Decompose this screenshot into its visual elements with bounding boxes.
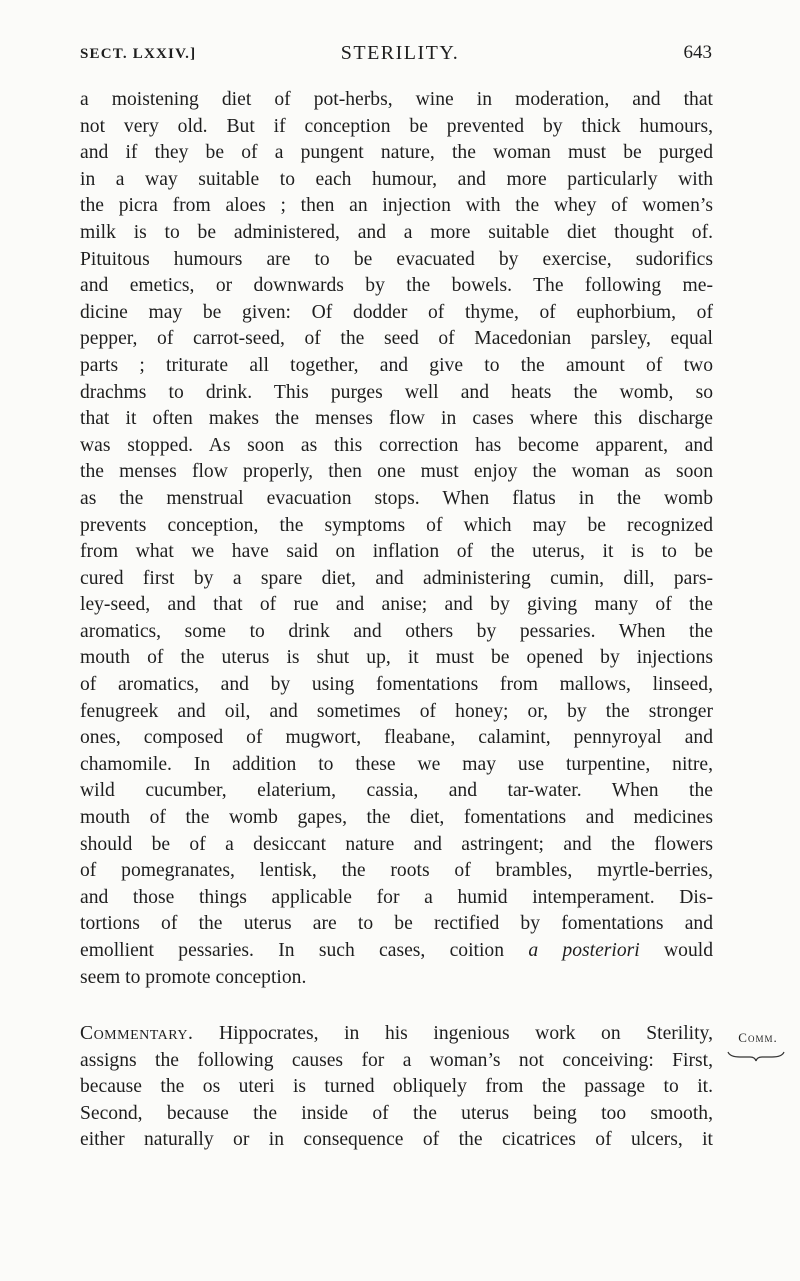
running-head (80, 40, 720, 70)
text-line: because the os uteri is turned obliquely from the passage to it. (80, 1076, 713, 1098)
page-number: 643 (683, 42, 712, 63)
text-line: tortions of the uterus are to be rectified by fomentations and (80, 913, 713, 935)
italic-phrase: a posteriori (528, 940, 640, 961)
text-line: drachms to drink. This purges well and heats the womb, so (80, 381, 713, 403)
text-line: wild cucumber, elaterium, cassia, and tar-water. When the (80, 780, 713, 802)
text-line: of aromatics, and by using fomentations from mallows, linseed, (80, 674, 713, 696)
text-line: as the menstrual evacuation stops. When flatus in the womb (80, 487, 713, 509)
text-line: from what we have said on inflation of the uterus, it is to be (80, 541, 713, 563)
text-line: fenugreek and oil, and sometimes of honey; or, by the stronger (80, 700, 713, 722)
text-line: ley-seed, and that of rue and anise; and by giving many of the (80, 594, 713, 616)
brace-icon (726, 1050, 786, 1062)
text-line-with-italic (80, 938, 713, 965)
text-line: aromatics, some to drink and others by pessaries. When the (80, 620, 713, 642)
text-line: not very old. But if conception be prevented by thick humours, (80, 115, 713, 137)
text-line: either naturally or in consequence of the cicatrices of ulcers, it (80, 1129, 713, 1151)
text-line: Pituitous humours are to be evacuated by exercise, sudorifics (80, 248, 713, 270)
commentary-paragraph (80, 1021, 713, 1154)
text-line: that it often makes the menses flow in cases where this discharge (80, 408, 713, 430)
text-line: mouth of the uterus is shut up, it must be opened by injections (80, 647, 713, 669)
text-line: seem to promote conception. (80, 966, 307, 988)
text-line: in a way suitable to each humour, and more particularly with (80, 168, 713, 190)
margin-note-label: Comm. (738, 1030, 778, 1045)
text-line: the picra from aloes ; then an injection with the whey of women’s (80, 195, 713, 217)
text-line: dicine may be given: Of dodder of thyme, of euphorbium, of (80, 301, 713, 323)
section-reference: SECT. LXXIV.] (80, 46, 197, 62)
text-line: chamomile. In addition to these we may use turpentine, nitre, (80, 753, 713, 775)
text-line: and those things applicable for a humid intemperament. Dis- (80, 886, 713, 908)
text-line: mouth of the womb gapes, the diet, fomentations and medicines (80, 807, 713, 829)
text-line: Second, because the inside of the uterus being too smooth, (80, 1102, 713, 1124)
text-segment: would (664, 940, 713, 961)
text-segment: emollient pessaries. In such cases, coition (80, 940, 505, 961)
text-line: should be of a desiccant nature and astringent; and the flowers (80, 833, 713, 855)
text-line: cured first by a spare diet, and administering cumin, dill, pars- (80, 567, 713, 589)
text-line: milk is to be administered, and a more suitable diet thought of. (80, 221, 713, 243)
text-line: ones, composed of mugwort, fleabane, calamint, pennyroyal and (80, 727, 713, 749)
commentary-label: Commentary. (80, 1023, 194, 1044)
text-line: assigns the following causes for a woman’s not conceiving: First, (80, 1049, 713, 1071)
text-line: prevents conception, the symptoms of which may be recognized (80, 514, 713, 536)
text-line: was stopped. As soon as this correction has become apparent, and (80, 434, 713, 456)
text-line: the menses flow properly, then one must enjoy the woman as soon (80, 461, 713, 483)
text-line: and emetics, or downwards by the bowels. The following me- (80, 275, 713, 297)
text-line: pepper, of carrot-seed, of the seed of Macedonian parsley, equal (80, 328, 713, 350)
main-paragraph (80, 87, 713, 991)
text-line: parts ; triturate all together, and give to the amount of two (80, 354, 713, 376)
text-segment: Hippocrates, in his ingenious work on Sterility, (218, 1023, 713, 1044)
commentary-first-line (80, 1021, 713, 1048)
text-line: and if they be of a pungent nature, the woman must be purged (80, 142, 713, 164)
text-line: a moistening diet of pot-herbs, wine in moderation, and that (80, 89, 713, 110)
page-title: STERILITY. (340, 42, 460, 64)
text-line: of pomegranates, lentisk, the roots of brambles, myrtle-berries, (80, 860, 713, 882)
margin-note (726, 1030, 790, 1062)
